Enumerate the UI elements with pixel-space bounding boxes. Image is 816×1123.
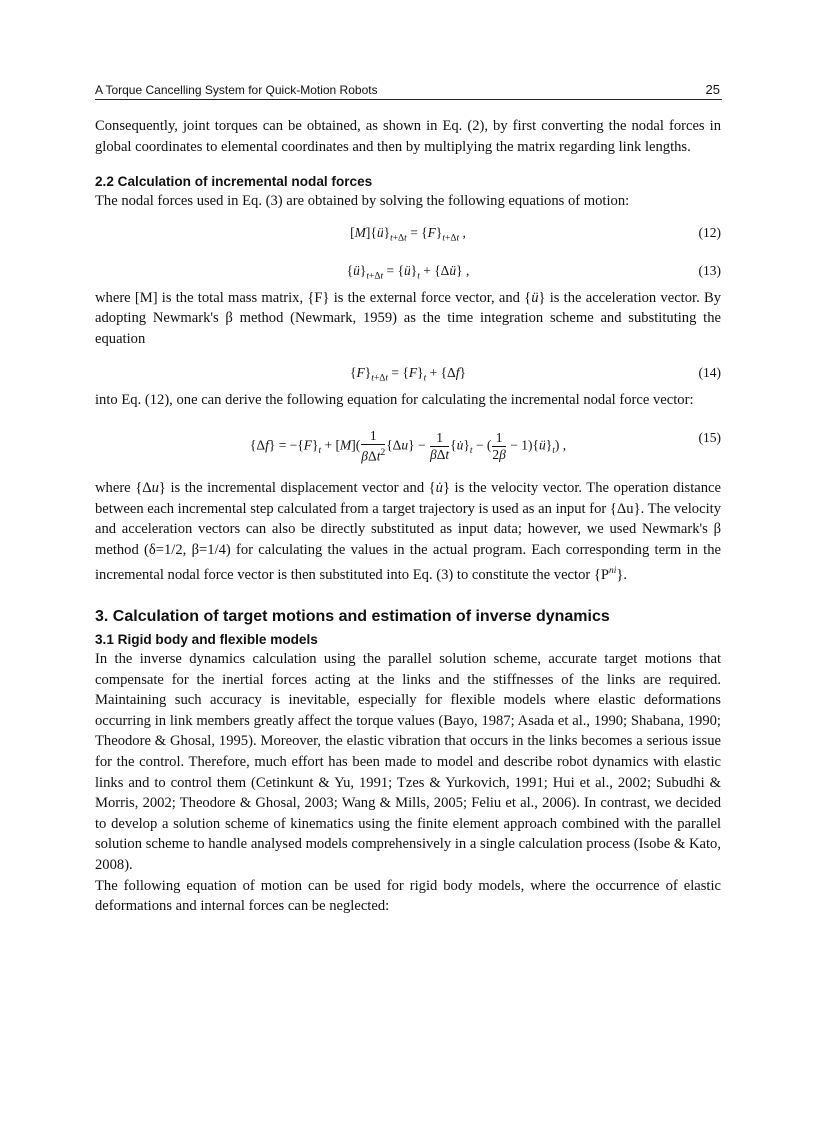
paragraph-where-displacement: where {Δu} is the incremental displacement vector and {u̇} is the velocity vector. The operation distance between each incremental step calculated from a target trajectory is used as an input for {Δu}. The velocity and acceleration vectors can also be directly substituted as input data; however, we used Newmark's β method (δ=1/2, β=1/4) for calculating the values in the actual program. Each corresponding term in the incremental nodal force vector is then substituted into Eq. (3) to constitute the vector $\{P^{ni}\}$. bbox=[95, 480, 721, 583]
equation-12-number: (12) bbox=[698, 224, 721, 240]
equation-15 bbox=[95, 410, 721, 468]
equation-14-expression: $\{F\}_{t+\Delta t} = \{F\}_t + \{\Delta f\}$ bbox=[350, 364, 466, 384]
equation-13 bbox=[95, 256, 721, 284]
paragraph-2-2-lead: The nodal forces used in Eq. (3) are obtained by solving the following equations of motion: bbox=[95, 193, 630, 210]
equation-12 bbox=[95, 218, 721, 246]
section-heading-3: 3. Calculation of target motions and estimation of inverse dynamics bbox=[95, 607, 610, 625]
page-number: 25 bbox=[705, 82, 720, 97]
equation-15-number: (15) bbox=[698, 430, 721, 446]
paragraph-3-1-rigid: The following equation of motion can be used for rigid body models, where the occurrence of elastic deformations and internal forces can be neglected: bbox=[95, 877, 721, 915]
equation-14 bbox=[95, 358, 721, 386]
paragraph-where-displacement-b: is the incremental displacement vector and bbox=[170, 480, 425, 497]
paragraph-where-mass: where [M] is the total mass matrix, {F} is the external force vector, and {ü} is the acceleration vector. By adopting Newmark's β method (Newmark, 1959) as the time integration scheme and substituting the equation bbox=[95, 289, 721, 347]
section-heading-2-2: 2.2 Calculation of incremental nodal forces bbox=[95, 174, 373, 190]
paragraph-where-mass-a: where [M] is the total mass matrix, {F} is the external force vector, and bbox=[95, 289, 520, 306]
section-heading-3-1: 3.1 Rigid body and flexible models bbox=[95, 631, 318, 647]
equation-13-expression: $\{ü\}_{t+\Delta t}$ = $\{ü\}_t$ + {Δü} , bbox=[346, 262, 470, 282]
page-body bbox=[95, 116, 721, 917]
running-header bbox=[95, 82, 722, 100]
paragraph-intro: Consequently, joint torques can be obtained, as shown in Eq. (2), by first converting the nodal forces in global coordinates to elemental coordinates and then by multiplying the matrix regarding link lengths. bbox=[95, 118, 721, 155]
paragraph-where-displacement-a: where bbox=[95, 480, 131, 497]
paragraph-into: into Eq. (12), one can derive the following equation for calculating the incremental nodal force vector: bbox=[95, 391, 694, 408]
paragraph-3-1: In the inverse dynamics calculation using the parallel solution scheme, accurate target motions that compensate for the inertial forces acting at the links and the stiffnesses of the links are required. Maintaining such accuracy is inevitable, especially for flexible models where elastic deformations occurring in link members greatly affect the torque values (Bayo, 1987; Asada et al., 1990; Shabana, 1990; Theodore & Ghosal, 1995). Moreover, the elastic vibration that occurs in the links becomes a serious issue for the control. Therefore, much effort has been made to model and describe robot dynamics with elastic links and to control them (Cetinkunt & Yu, 1991; Tzes & Yurkovich, 1991; Hui et al., 2002; Subudhi & Morris, 2002; Theodore & Ghosal, 2003; Wang & Mills, 2005; Feliu et al., 2006). In contrast, we decided to develop a solution scheme of kinematics using the finite element approach combined with the parallel solution scheme to handle analysed models comprehensively in a single calculation process (Isobe & Kato, 2008). bbox=[95, 650, 721, 873]
equation-13-number: (13) bbox=[698, 262, 721, 278]
running-title: A Torque Cancelling System for Quick-Motion Robots bbox=[95, 83, 378, 97]
paragraph-where-displacement-c: is the velocity vector. The operation distance between each incremental step calculated from a target trajectory is used as an input for {Δu}. The velocity and acceleration vectors can also be directly substituted as input data; however, we used Newmark's β method (δ=1/2, β=1/4) for calculating the values in the actual program. Each corresponding term in the incremental nodal force vector is then substituted into Eq. (3) to constitute the vector {P bbox=[95, 480, 721, 583]
paragraph-where-mass-b: is the acceleration vector. By adopting Newmark's β method (Newmark, 1959) as the time integration scheme and substituting the equation bbox=[95, 289, 721, 347]
equation-12-expression: $[M]\{ü\}_{t+\Delta t} = \{F\}_{t+\Delta t}$ , bbox=[350, 224, 466, 244]
equation-15-expression: $\{\Delta f\} = -\{F\}_t + [M]$( $\frac{1}{\beta\Delta t^2}$ {Δu} − $\frac{1}{\text{βΔt}}$ $\{u̇\}_t$ − ( $\frac{1}{2\beta}$ − $1)\{ü\}_t$) , bbox=[249, 428, 567, 464]
paragraph-where-displacement-d: }. bbox=[616, 566, 628, 583]
equation-14-number: (14) bbox=[698, 364, 721, 380]
